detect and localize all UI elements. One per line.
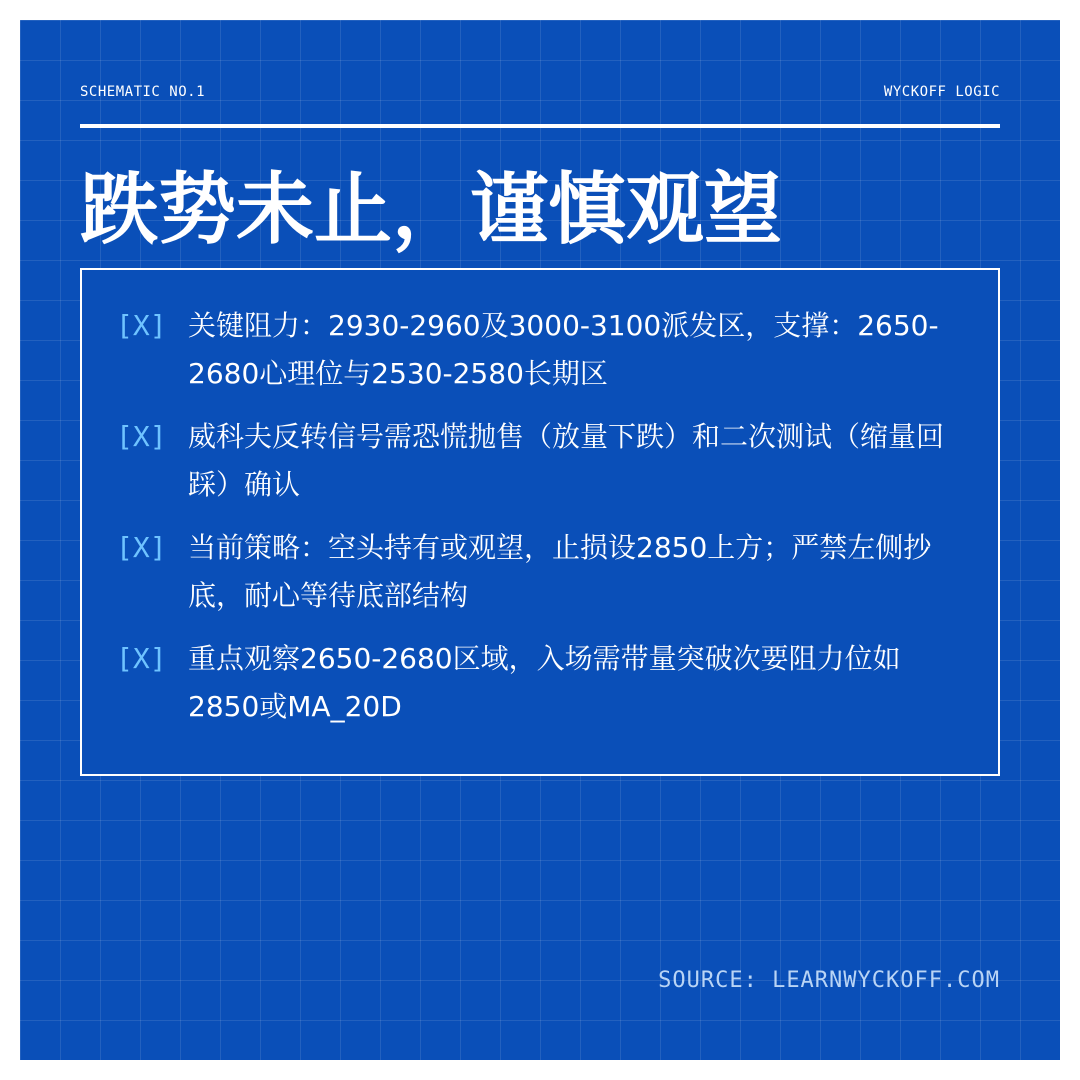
schematic-label: SCHEMATIC NO.1 [80, 84, 206, 100]
x-marker-icon: [X] [116, 642, 167, 675]
key-point-item [116, 635, 946, 731]
key-point-text: 当前策略：空头持有或观望，止损设2850上方；严禁左侧抄底，耐心等待底部结构 [188, 531, 932, 612]
brand-label: WYCKOFF LOGIC [883, 84, 1000, 100]
x-marker-icon: [X] [116, 531, 167, 564]
page-title: 跌势未止，谨慎观望 [80, 165, 783, 255]
key-points-panel [80, 268, 1000, 776]
source-credit: SOURCE: LEARNWYCKOFF.COM [658, 968, 1000, 993]
key-point-item [116, 524, 946, 620]
x-marker-icon: [X] [116, 420, 167, 453]
key-point-item [116, 413, 946, 509]
x-marker-icon: [X] [116, 309, 167, 342]
key-point-text: 关键阻力：2930-2960及3000-3100派发区，支撑：2650-2680心理位与2530-2580长期区 [188, 309, 939, 390]
key-point-text: 威科夫反转信号需恐慌抛售（放量下跌）和二次测试（缩量回踩）确认 [188, 420, 945, 501]
key-point-item [116, 302, 946, 398]
header-divider [80, 124, 1000, 128]
poster [20, 20, 1060, 1060]
key-point-text: 重点观察2650-2680区域，入场需带量突破次要阻力位如2850或MA_20D [188, 642, 901, 723]
